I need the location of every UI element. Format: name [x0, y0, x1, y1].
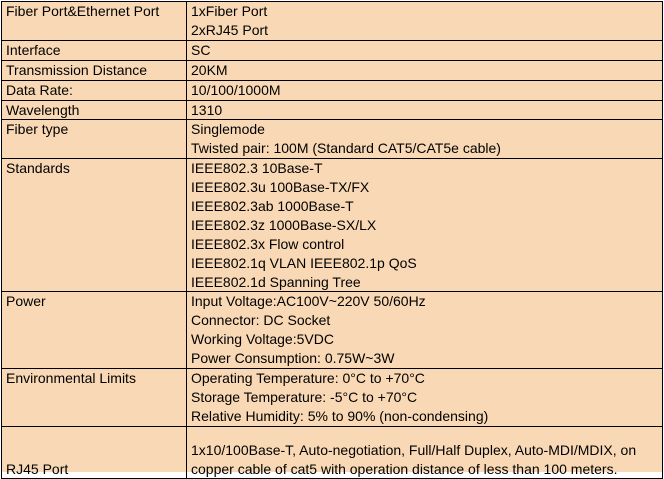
- row-label: Fiber type: [2, 120, 187, 159]
- value-line: 1x10/100Base-T, Auto-negotiation, Full/Half Duplex, Auto-MDI/MDIX, on copper cable of cat5 with operation distance of less than 100 meters.: [191, 441, 637, 477]
- row-label: Wavelength: [2, 100, 187, 120]
- value-line: 20KM: [191, 61, 228, 78]
- value-line: 2xRJ45 Port: [191, 21, 269, 38]
- table-row: [2, 40, 663, 60]
- row-value: [187, 80, 663, 100]
- row-label: Fiber Port&Ethernet Port: [2, 2, 187, 41]
- row-value: [187, 60, 663, 80]
- table-row: [2, 2, 663, 41]
- value-line: IEEE802.3ab 1000Base-T: [191, 197, 354, 214]
- spec-sheet: [1, 1, 663, 477]
- table-row: [2, 368, 663, 426]
- value-line: Singlemode: [191, 121, 265, 138]
- row-value: [187, 426, 663, 479]
- value-line: 10/100/1000M: [191, 81, 281, 98]
- table-row: [2, 60, 663, 80]
- value-line: IEEE802.3x Flow control: [191, 235, 345, 252]
- value-line: Operating Temperature: 0°C to +70°C: [191, 369, 425, 386]
- value-line: 1xFiber Port: [191, 3, 268, 19]
- row-value: [187, 120, 663, 159]
- value-line: IEEE802.3u 100Base-TX/FX: [191, 179, 370, 196]
- row-value: [187, 100, 663, 120]
- table-row: [2, 120, 663, 159]
- row-label: Interface: [2, 40, 187, 60]
- spec-table: [1, 1, 663, 479]
- row-value: [187, 292, 663, 369]
- value-line: Power Consumption: 0.75W~3W: [191, 350, 395, 367]
- value-line: Working Voltage:5VDC: [191, 331, 334, 348]
- value-line: IEEE802.1d Spanning Tree: [191, 273, 361, 290]
- row-label: Environmental Limits: [2, 368, 187, 426]
- table-row: [2, 292, 663, 369]
- value-line: IEEE802.3z 1000Base-SX/LX: [191, 216, 377, 233]
- value-line: Twisted pair: 100M (Standard CAT5/CAT5e cable): [191, 140, 501, 157]
- value-line: SC: [191, 41, 211, 58]
- table-row: [2, 80, 663, 100]
- value-line: IEEE802.3 10Base-T: [191, 160, 323, 177]
- table-row: [2, 100, 663, 120]
- row-value: [187, 2, 663, 41]
- value-line: Connector: DC Socket: [191, 312, 331, 329]
- row-value: [187, 40, 663, 60]
- table-row: [2, 159, 663, 292]
- table-row: [2, 426, 663, 479]
- row-label: Data Rate:: [2, 80, 187, 100]
- value-line: Relative Humidity: 5% to 90% (non-condensing): [191, 407, 489, 424]
- value-line: Input Voltage:AC100V~220V 50/60Hz: [191, 293, 426, 310]
- row-label: Power: [2, 292, 187, 369]
- row-label: Transmission Distance: [2, 60, 187, 80]
- row-value: [187, 368, 663, 426]
- row-value: [187, 159, 663, 292]
- row-label: RJ45 Port: [2, 426, 187, 479]
- value-line: IEEE802.1q VLAN IEEE802.1p QoS: [191, 254, 417, 271]
- value-line: 1310: [191, 101, 223, 118]
- row-label: Standards: [2, 159, 187, 292]
- value-line: Storage Temperature: -5°C to +70°C: [191, 388, 418, 405]
